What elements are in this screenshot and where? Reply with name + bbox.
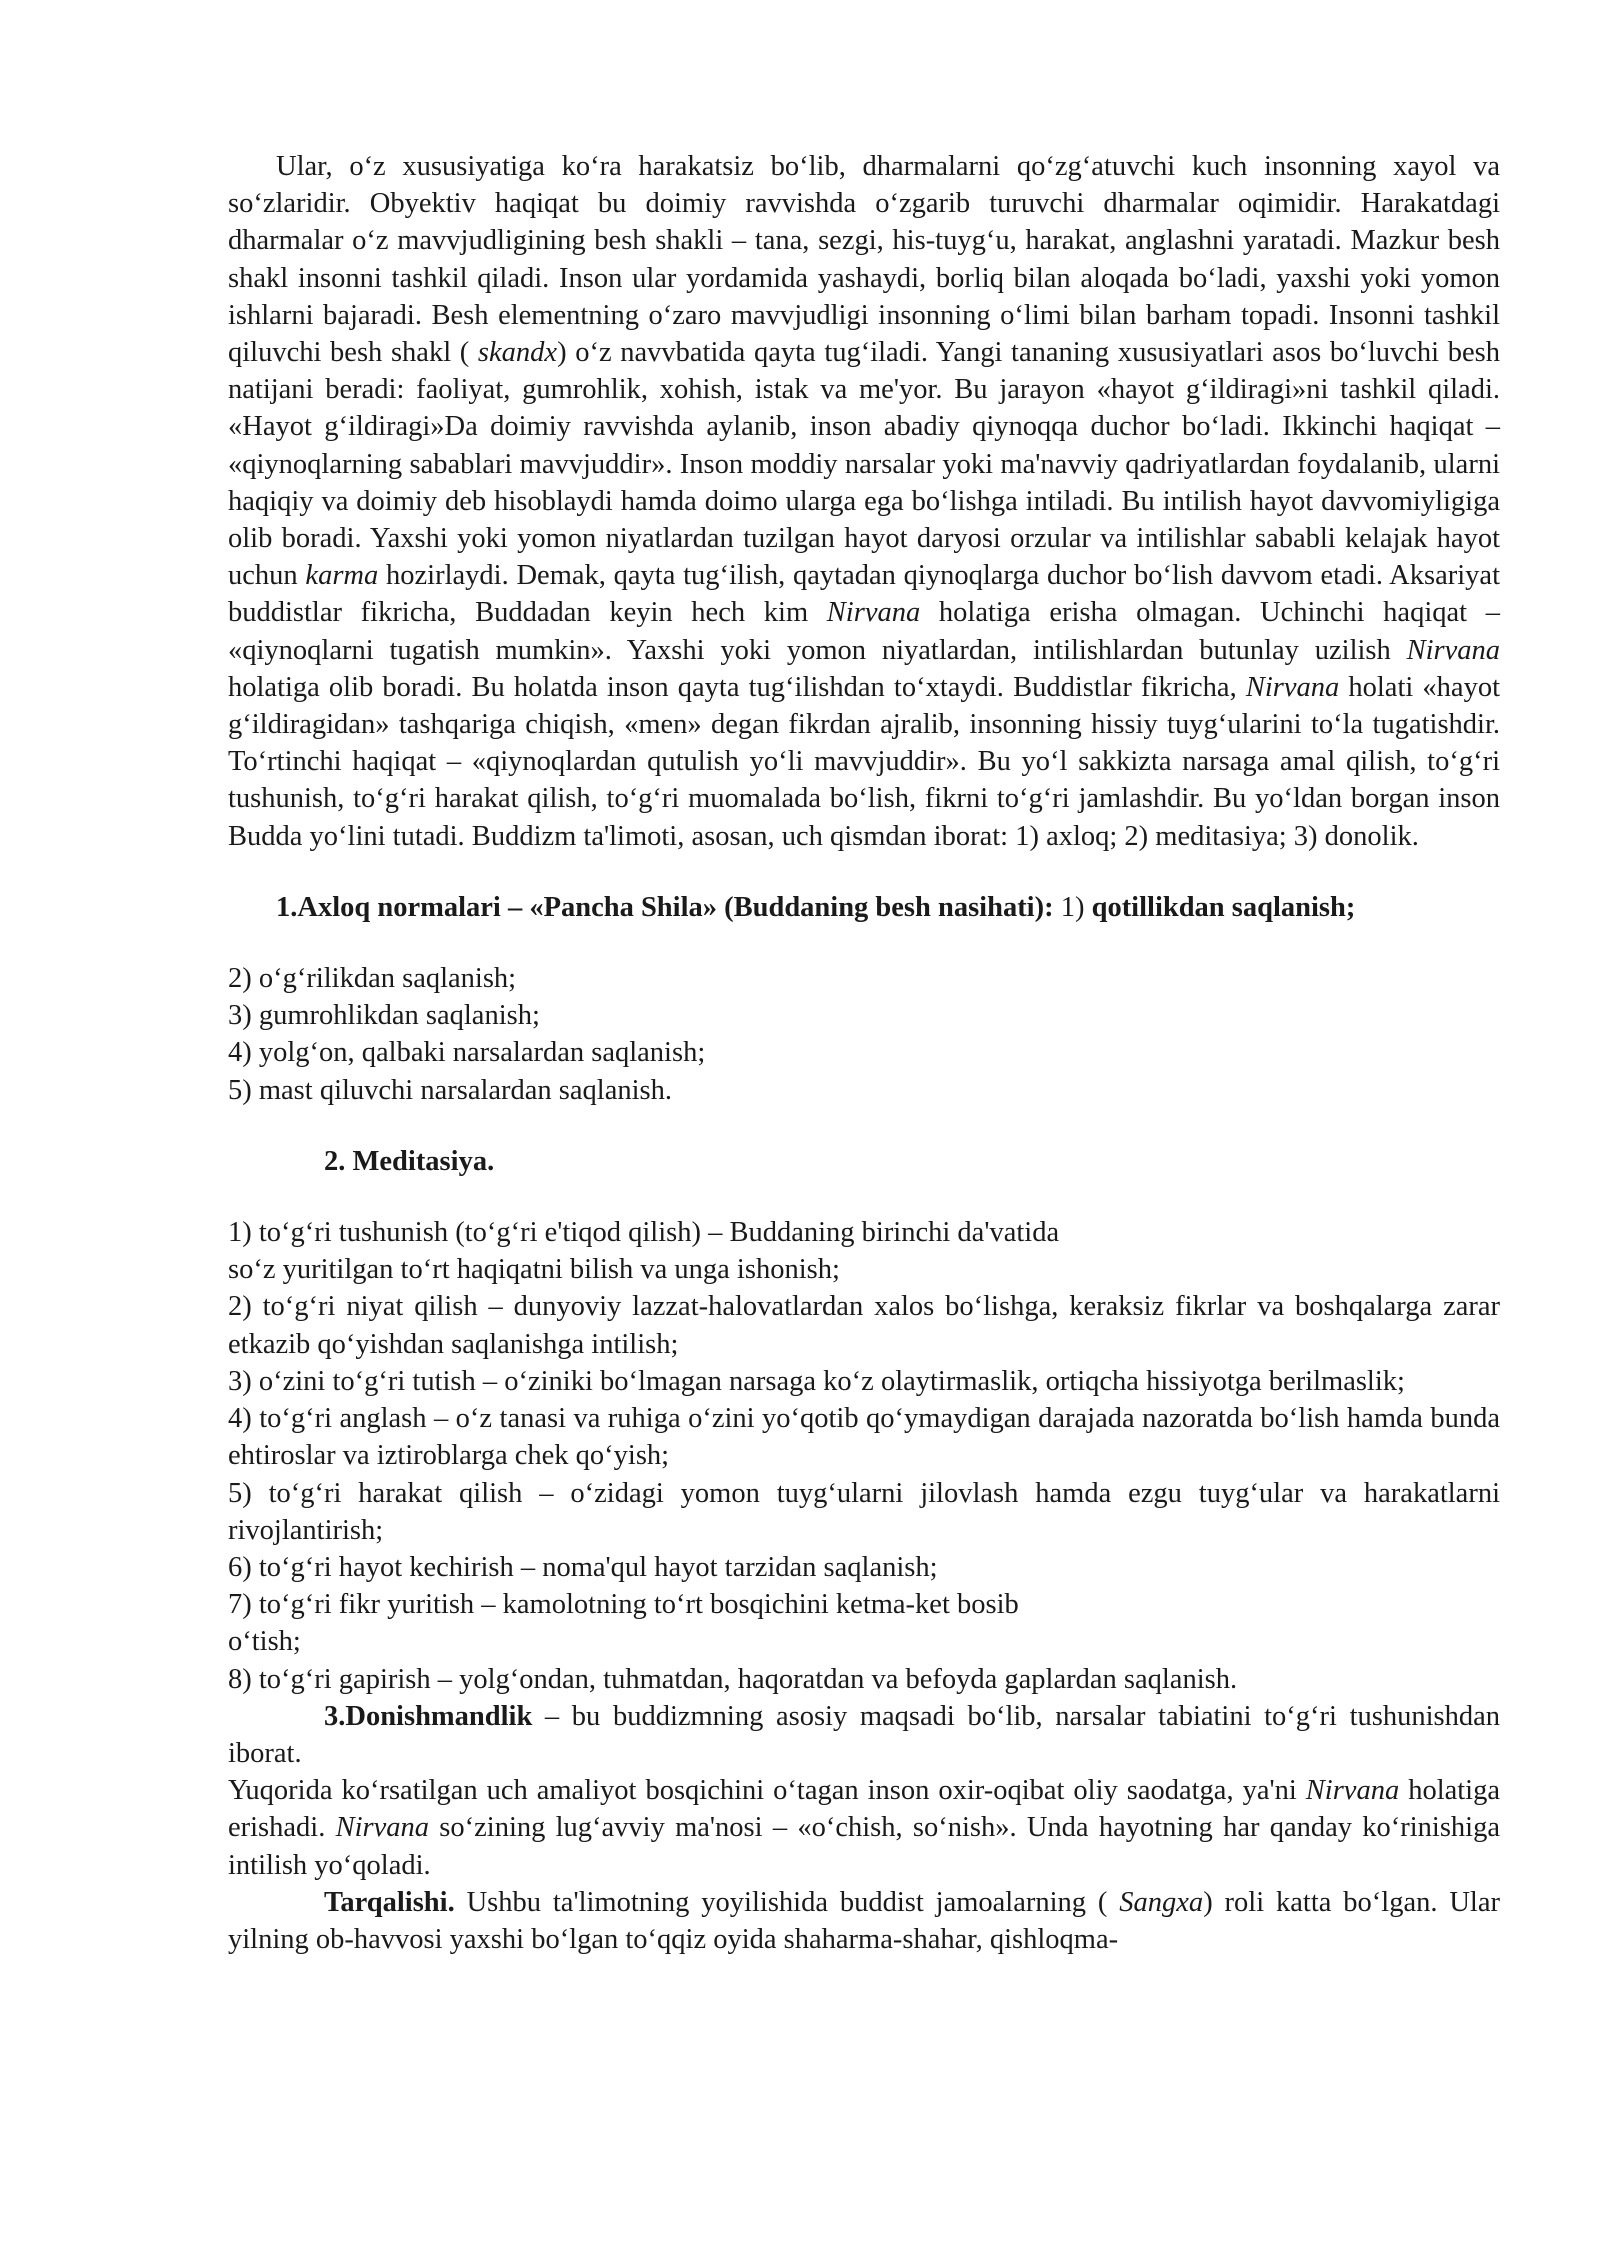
text: holatiga olib boradi. Bu holatda inson qayta tug‘ilishdan to‘xtaydi. Buddistlar fikricha, — [228, 671, 1246, 703]
list-item: 2) o‘g‘rilikdan saqlanish; — [228, 963, 517, 995]
paragraph-four-truths — [228, 148, 1500, 855]
list-item: 5) to‘g‘ri harakat qilish – o‘zidagi yomon tuyg‘ularni jilovlash hamda ezgu tuyg‘ular va harakatlarni rivojlantirish; — [228, 1477, 1500, 1546]
list-item: 3) o‘zini to‘g‘ri tutish – o‘ziniki bo‘lmagan narsaga ko‘z olaytirmaslik, ortiqcha hissiyotga berilmaslik; — [228, 1365, 1405, 1397]
list-item: 7) to‘g‘ri fikr yuritish – kamolotning to‘rt bosqichini ketma-ket bosib — [228, 1589, 1019, 1621]
heading: 1.Axloq normalari – «Pancha Shila» (Buddaning besh nasihati): — [276, 891, 1054, 923]
paragraph-nirvana — [228, 1772, 1500, 1884]
list-item: 3) gumrohlikdan saqlanish; — [228, 1000, 540, 1032]
list-item: o‘tish; — [228, 1626, 301, 1658]
text: 1) — [1053, 891, 1092, 923]
text: ) o‘z navvbatida qayta tug‘iladi. Yangi tananing xususiyatlari asos bo‘luvchi besh natijani beradi: faoliyat, gumrohlik, xohish, istak va me'yor. Bu jarayon «hayot g‘ildiragi»ni tashkil qiladi. «Hayot g‘ildiragi»Da doimiy ravvishda aylanib, inson abadiy qiynoqqa duchor bo‘ladi. Ikkinchi haqiqat – «qiynoqlarning sabablari mavvjuddir». Inson moddiy narsalar yoki ma'navviy qadriyatlardan foydalanib, ularni haqiqiy va doimiy deb hisoblaydi hamda doimo ularga ega bo‘lishga intiladi. Bu intilish hayot davvomiyligiga olib boradi. Yaxshi yoki yomon niyatlardan tuzilgan hayot daryosi orzular va intilishlar sababli kelajak hayot uchun — [228, 337, 1500, 592]
text: Ushbu ta'limotning yoyilishida buddist jamoalarning ( — [454, 1886, 1120, 1918]
text: Yuqorida ko‘rsatilgan uch amaliyot bosqichini o‘tagan inson oxir-oqibat oliy saodatga, ya'ni — [228, 1775, 1306, 1807]
heading: 2. Meditasiya. — [324, 1145, 495, 1177]
section-wisdom — [228, 1698, 1500, 1772]
text: so‘zining lug‘avviy ma'nosi – «o‘chish, so‘nish». Unda hayotning har qanday ko‘rinishiga intilish yo‘qoladi. — [228, 1812, 1500, 1881]
text: holatiga erisha olmagan. Uchinchi haqiqat – «qiynoqlarni tugatish mumkin». Yaxshi yoki yomon niyatlardan, intilishlardan butunlay uzilish — [228, 597, 1500, 666]
text: holatiga erishadi. — [228, 1775, 1500, 1844]
ethics-list — [228, 960, 1500, 1109]
term-karma: karma — [305, 560, 379, 592]
term-skandx: skandx — [477, 337, 558, 369]
document-page — [228, 148, 1500, 1958]
text: ) roli katta bo‘lgan. Ular yilning ob-havvosi yaxshi bo‘lgan to‘qqiz oyida shaharma-shahar, qishloqma- — [228, 1886, 1500, 1955]
list-item: 6) to‘g‘ri hayot kechirish – noma'qul hayot tarzidan saqlanish; — [228, 1551, 938, 1583]
list-item: 1) to‘g‘ri tushunish (to‘g‘ri e'tiqod qilish) – Buddaning birinchi da'vatida — [228, 1217, 1060, 1249]
list-item: 4) to‘g‘ri anglash – o‘z tanasi va ruhiga o‘zini yo‘qotib qo‘ymaydigan darajada nazoratda bo‘lish hamda bunda ehtiroslar va iztiroblarga chek qo‘yish; — [228, 1403, 1500, 1472]
term-nirvana: Nirvana — [1305, 1775, 1400, 1807]
list-item: so‘z yuritilgan to‘rt haqiqatni bilish va unga ishonish; — [228, 1254, 840, 1286]
heading: 3.Donishmandlik — [324, 1700, 533, 1732]
paragraph-spread — [228, 1884, 1500, 1958]
section-meditation-heading — [228, 1143, 1500, 1180]
term-nirvana: Nirvana — [826, 597, 921, 629]
text: hozirlaydi. Demak, qayta tug‘ilish, qaytadan qiynoqlarga duchor bo‘lish davvom etadi. Aksariyat buddistlar fikricha, Buddadan keyin hech kim — [228, 560, 1500, 629]
list-item: qotillikdan saqlanish; — [1091, 891, 1356, 923]
term-nirvana: Nirvana — [1245, 671, 1340, 703]
term-nirvana: Nirvana — [335, 1812, 430, 1844]
list-item: 5) mast qiluvchi narsalardan saqlanish. — [228, 1074, 673, 1106]
list-item: 4) yolg‘on, qalbaki narsalardan saqlanish; — [228, 1037, 706, 1069]
term-nirvana: Nirvana — [1406, 634, 1500, 666]
section-ethics-heading — [228, 889, 1500, 926]
text: holati «hayot g‘ildiragidan» tashqariga chiqish, «men» degan fikrdan ajralib, insonning hissiy tuyg‘ularini to‘la tugatishdir. To‘rtinchi haqiqat – «qiynoqlardan qutulish yo‘li mavvjuddir». Bu yo‘l sakkizta narsaga amal qilish, to‘g‘ri tushunish, to‘g‘ri harakat qilish, to‘g‘ri muomalada bo‘lish, fikrni to‘g‘ri jamlashdir. Bu yo‘ldan borgan inson Budda yo‘lini tutadi. Buddizm ta'limoti, asosan, uch qismdan iborat: 1) axloq; 2) meditasiya; 3) donolik. — [228, 671, 1500, 852]
list-item: 2) to‘g‘ri niyat qilish – dunyoviy lazzat-halovatlardan xalos bo‘lishga, keraksiz fikrlar va boshqalarga zarar etkazib qo‘yishdan saqlanishga intilish; — [228, 1291, 1500, 1360]
meditation-list — [228, 1214, 1500, 1698]
list-item: 8) to‘g‘ri gapirish – yolg‘ondan, tuhmatdan, haqoratdan va befoyda gaplardan saqlanish. — [228, 1663, 1238, 1695]
term-sangxa: Sangxa — [1119, 1886, 1204, 1918]
text: – bu buddizmning asosiy maqsadi bo‘lib, narsalar tabiatini to‘g‘ri tushunishdan iborat. — [228, 1700, 1500, 1769]
heading: Tarqalishi. — [324, 1886, 455, 1918]
text: Ular, o‘z xususiyatiga ko‘ra harakatsiz bo‘lib, dharmalarni qo‘zg‘atuvchi kuch insonning xayol va so‘zlaridir. Obyektiv haqiqat bu doimiy ravvishda o‘zgarib turuvchi dharmalar oqimidir. Harakatdagi dharmalar o‘z mavvjudligining besh shakli – tana, sezgi, his-tuyg‘u, harakat, anglashni yaratadi. Mazkur besh shakl insonni tashkil qiladi. Inson ular yordamida yashaydi, borliq bilan aloqada bo‘ladi, yaxshi yoki yomon ishlarni bajaradi. Besh elementning o‘zaro mavvjudligi insonning o‘limi bilan barham topadi. Insonni tashkil qiluvchi besh shakl ( — [228, 151, 1500, 369]
